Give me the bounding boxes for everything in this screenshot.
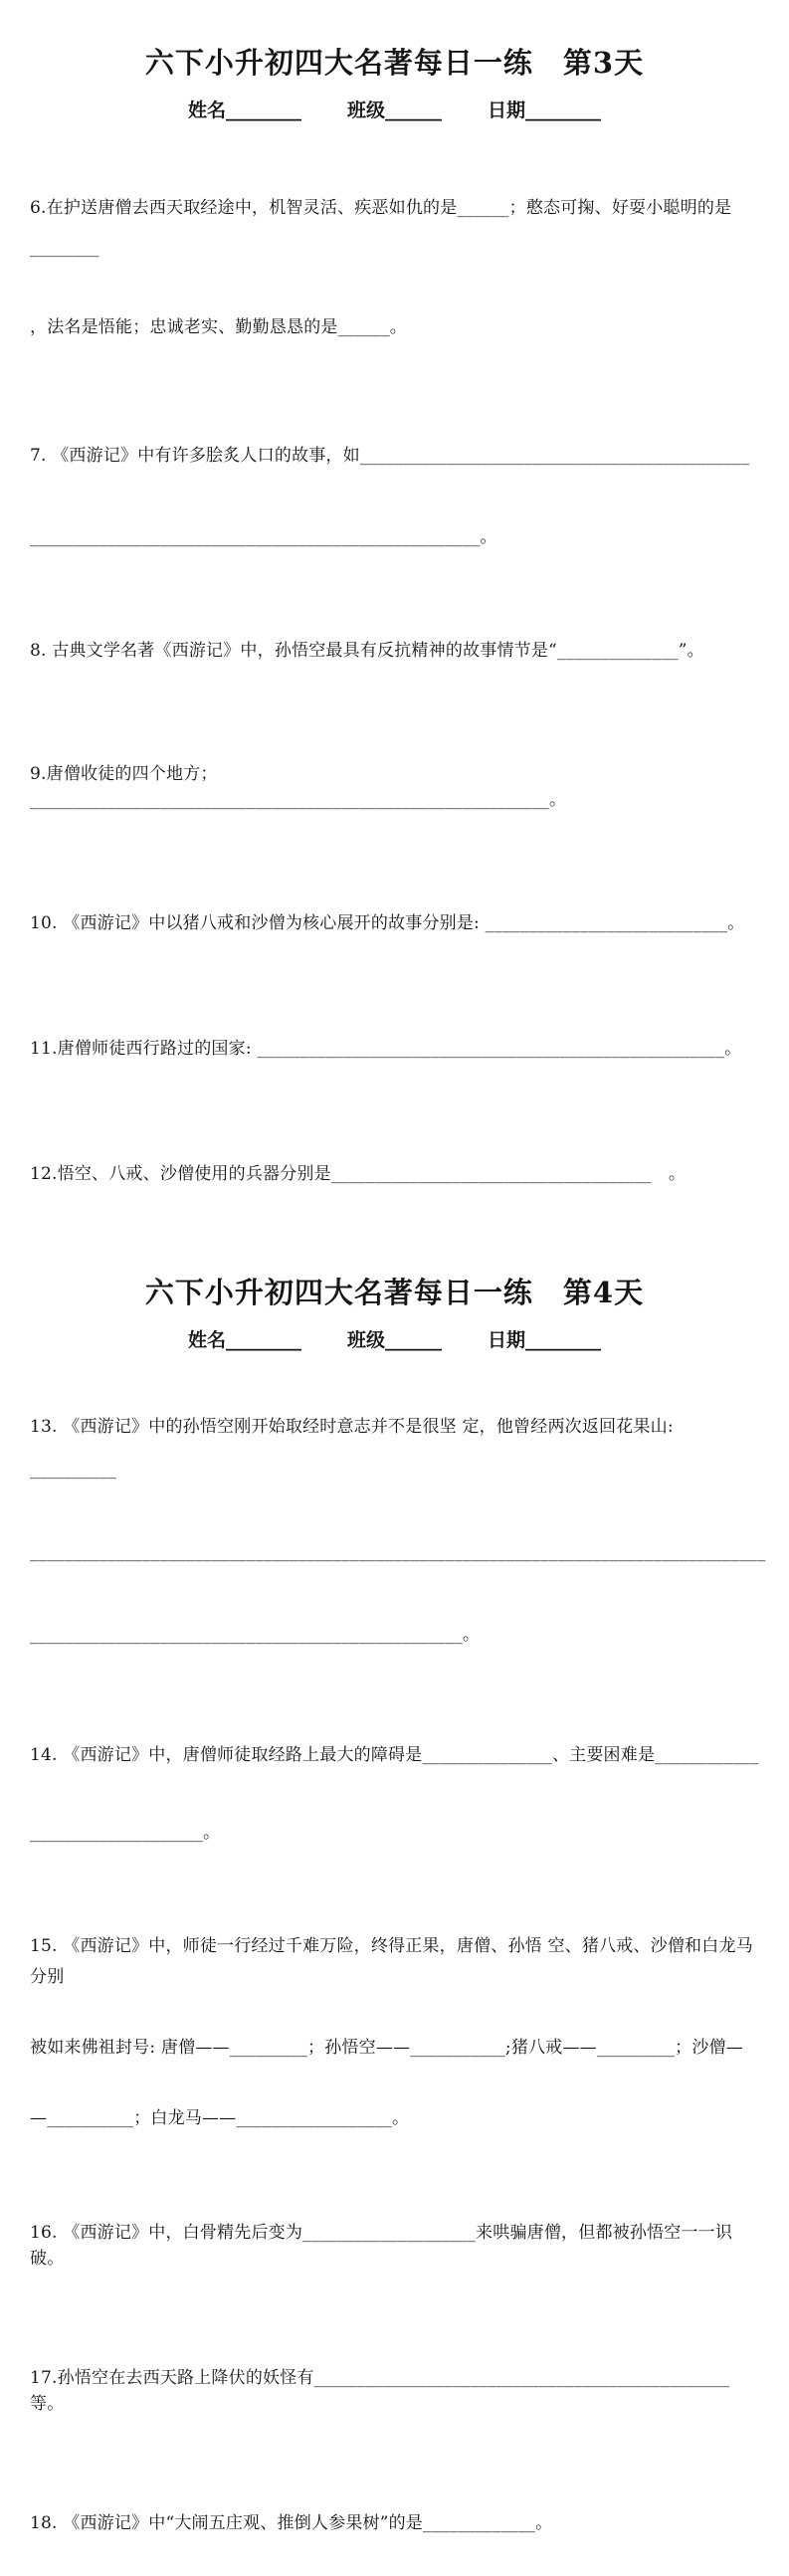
question-line: 11.唐僧师徒西行路过的国家: ______________________________________________________。	[30, 1039, 742, 1059]
question-line: ____________________。	[30, 1823, 221, 1843]
question-line: 18. 《西游记》中“大闹五庄观、推倒人参果树”的是_____________。	[30, 2513, 553, 2533]
question-12	[30, 1121, 759, 1227]
class-field: 班级______	[346, 99, 442, 121]
question-line: 10. 《西游记》中以猪八戒和沙僧为核心展开的故事分别是: ____________________________。	[30, 913, 745, 933]
page-title-day3: 六下小升初四大名著每日一练 第3天	[144, 46, 645, 80]
date-field: 日期________	[488, 1329, 602, 1351]
question-line: 13. 《西游记》中的孙悟空刚开始取经时意志并不是很坚 定，他曾经两次返回花果山: __________	[30, 1417, 685, 1480]
question-line: 14. 《西游记》中，唐僧师徒取经路上最大的障碍是_______________、主要困难是____________	[30, 1745, 759, 1765]
question-13	[30, 1366, 766, 1696]
section-day4	[30, 1275, 766, 2576]
header-fields-day4	[30, 1328, 759, 1352]
question-line: 7. 《西游记》中有许多脍炙人口的故事，如_____________________________________________	[30, 446, 750, 466]
question-line: 17.孙悟空在去西天路上降伏的妖怪有________________________________________________等。	[30, 2368, 730, 2414]
question-line: ，法名是悟能；忠诚老实、勤勤恳恳的是______。	[30, 317, 407, 337]
question-9	[30, 721, 759, 853]
question-line: 9.唐僧收徒的四个地方； ____________________________________________________________。	[30, 764, 567, 810]
question-17	[30, 2325, 759, 2457]
question-10	[30, 871, 759, 976]
question-18	[30, 2471, 759, 2576]
question-line: 12.悟空、八戒、沙僧使用的兵器分别是_____________________________________ 。	[30, 1164, 687, 1184]
name-field: 姓名________	[187, 1329, 301, 1351]
question-line: 被如来佛祖封号: 唐僧——_________；孙悟空——___________;猪八戒——_________；沙僧—	[30, 2038, 743, 2058]
question-line: 8. 古典文学名著《西游记》中，孙悟空最具有反抗精神的故事情节是“______________”。	[30, 641, 704, 661]
question-line: ____________________________________________________。	[30, 527, 497, 547]
question-6	[30, 148, 759, 387]
class-field: 班级______	[346, 1329, 442, 1351]
page-title-day4: 六下小升初四大名著每日一练 第4天	[144, 1276, 645, 1309]
name-field: 姓名________	[187, 99, 301, 121]
question-line: 16. 《西游记》中，白骨精先后变为____________________来哄骗唐僧，但都被孙悟空一一识破。	[30, 2223, 733, 2269]
question-15	[30, 1891, 759, 2174]
question-line: __________________________________________________。	[30, 1625, 481, 1645]
question-16	[30, 2180, 759, 2311]
question-line: _____________________________________________________________________________________	[30, 1542, 766, 1562]
header-fields-day3	[30, 99, 759, 122]
question-14	[30, 1696, 759, 1891]
date-field: 日期________	[488, 99, 602, 121]
question-7	[30, 395, 759, 598]
question-line: 15. 《西游记》中，师徒一行经过千难万险，终得正果，唐僧、孙悟 空、猪八戒、沙僧和白龙马分别	[30, 1936, 753, 1987]
section-day3	[30, 45, 759, 1227]
question-8	[30, 598, 759, 703]
question-line: —__________；白龙马——__________________。	[30, 2108, 410, 2128]
question-11	[30, 996, 759, 1101]
question-line: 6.在护送唐僧去西天取经途中，机智灵活、疾恶如仇的是______；憨态可掬、好耍小聪明的是________	[30, 198, 732, 258]
